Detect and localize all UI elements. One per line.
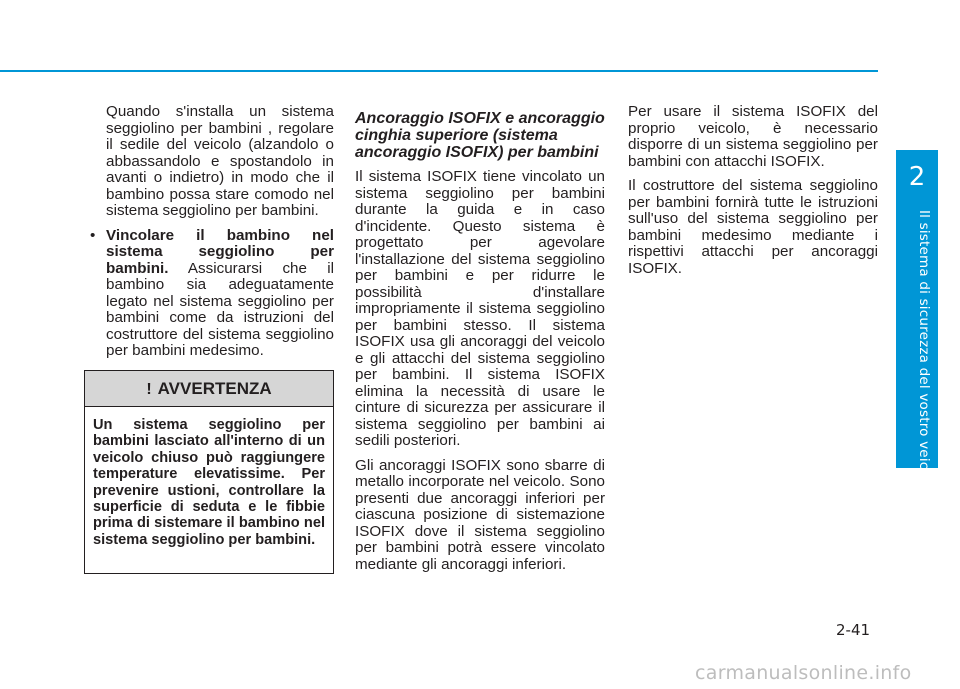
column-right	[628, 104, 878, 285]
warning-triangle-icon: !	[146, 381, 152, 398]
isofix-paragraph-1: Il sistema ISOFIX tiene vincolato un sistema seggiolino per bambini durante la guida e in caso d'incidente. Questo sistema è progettato per agevolare l'installazione del sistema seggiolino per bambini e per ridurre le possibilità d'installare impropriamente il sistema seggiolino per bambini stesso. Il sistema ISOFIX usa gli ancoraggi del veicolo e gli attacchi del sistema seggiolino per bambini. Il sistema ISOFIX elimina la necessità di usare le cinture di sicurezza per assicurare il sistema seggiolino per bambini ai sedili posteriori.	[355, 168, 605, 450]
watermark-link[interactable]: carmanualsonline.info	[695, 662, 912, 684]
bullet-body-text: Assicurarsi che il bambino sia adeguatamente legato nel sistema seggiolino per bambini come da istruzioni del costruttore del sistema seggiolino per bambini medesimo.	[106, 259, 334, 359]
restrain-child-bullet	[84, 228, 334, 360]
isofix-usage-paragraph: Per usare il sistema ISOFIX del proprio veicolo, è necessario disporre di un sistema seggiolino per bambini con attacchi ISOFIX.	[628, 103, 878, 170]
bullet-icon: •	[90, 226, 96, 244]
manufacturer-paragraph: Il costruttore del sistema seggiolino per bambini fornirà tutte le istruzioni sull'uso del sistema seggiolino per bambini medesimo mediante i rispettivi attacchi per ancoraggi ISOFIX.	[628, 177, 878, 277]
warning-header	[85, 371, 333, 407]
warning-text: Un sistema seggiolino per bambini lasciato all'interno di un veicolo chiuso può raggiungere temperature elevatissime. Per prevenire ustioni, controllare la superficie di seduta e le fibbie prima di sistemare il bambino nel sistema seggiolino per bambini.	[93, 417, 325, 548]
warning-title: AVVERTENZA	[157, 379, 272, 398]
page-number: 2-41	[836, 621, 871, 639]
chapter-number: 2	[908, 162, 926, 192]
isofix-paragraph-2: Gli ancoraggi ISOFIX sono sbarre di metallo incorporate nel veicolo. Sono presenti due ancoraggi inferiori per ciascuna posizione di sistemazione ISOFIX dove il sistema seggiolino per bambini potrà essere vincolato mediante gli ancoraggi inferiori.	[355, 456, 605, 573]
chapter-title: Il sistema di sicurezza del vostro veicolo	[916, 210, 932, 491]
seat-adjust-paragraph: Quando s'installa un sistema seggiolino per bambini , regolare il sedile del veicolo (alzandolo o abbassandolo e spostandolo in avanti o indietro) in modo che il bambino possa stare comodo nel sistema seggiolino per bambini.	[106, 103, 334, 219]
top-divider	[0, 70, 878, 72]
chapter-tab	[896, 150, 938, 491]
column-left	[84, 104, 334, 368]
bullet-bold-text: Vincolare il bambino nel sistema seggiolino per bambini.	[106, 226, 334, 277]
warning-box	[84, 370, 334, 574]
column-middle	[355, 111, 605, 581]
isofix-heading: Ancoraggio ISOFIX e ancoraggio cinghia superiore (sistema ancoraggio ISOFIX) per bambini	[355, 110, 605, 161]
